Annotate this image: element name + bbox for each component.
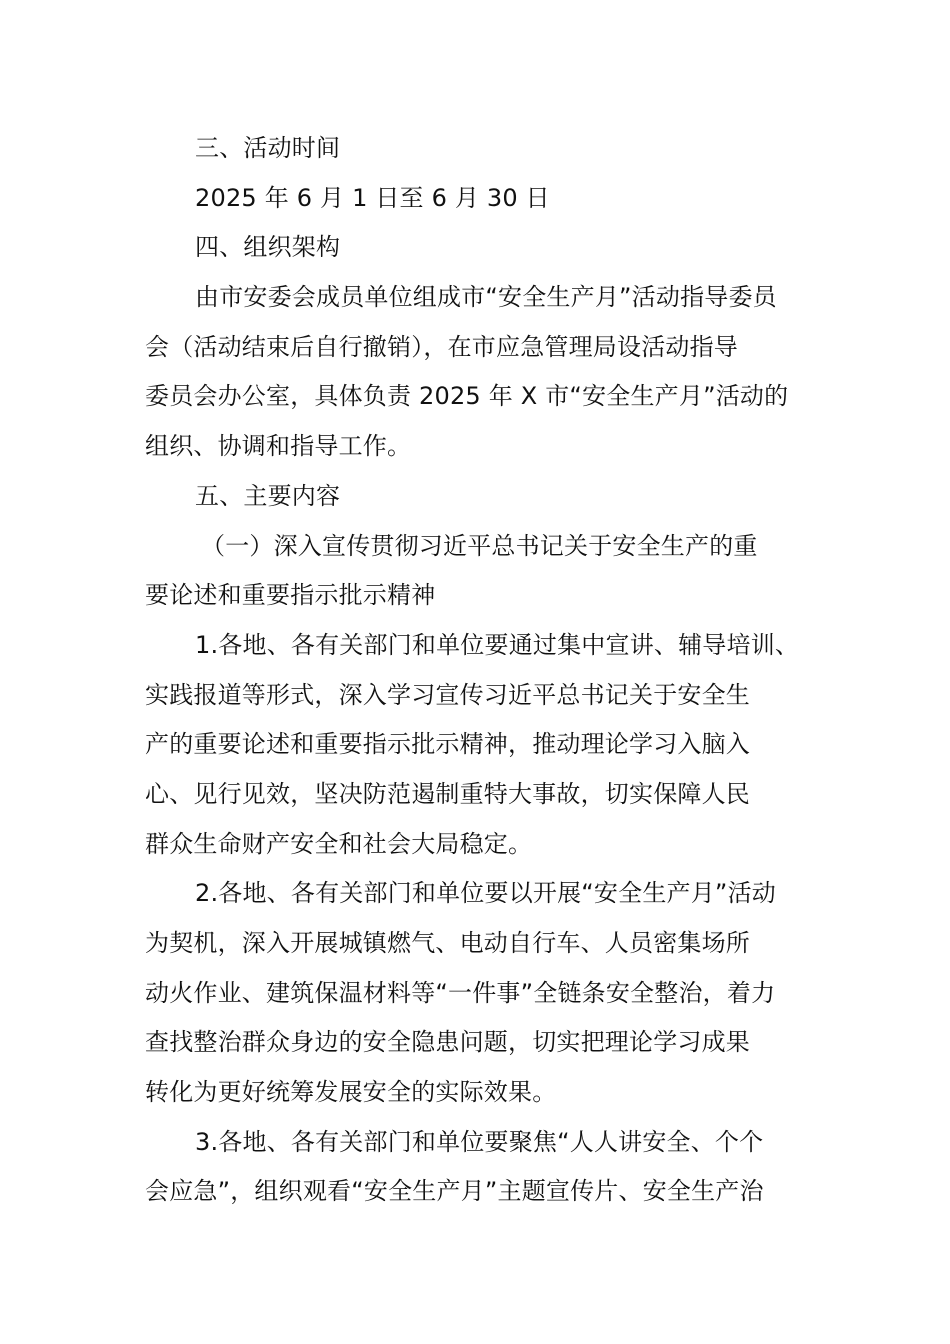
- text-line: 1.各地、各有关部门和单位要通过集中宣讲、辅导培训、: [195, 630, 800, 659]
- text-line: 要论述和重要指示批示精神: [145, 581, 436, 610]
- text-line: 由市安委会成员单位组成市“安全生产月”活动指导委员: [195, 283, 777, 312]
- document-body: [145, 124, 815, 1217]
- text-line: 组织、协调和指导工作。: [145, 432, 412, 461]
- text-line: 为契机，深入开展城镇燃气、电动自行车、人员密集场所: [145, 929, 750, 957]
- text-line: 五、主要内容: [195, 481, 341, 510]
- text-line: （一）深入宣传贯彻习近平总书记关于安全生产的重: [201, 531, 758, 560]
- text-line: 产的重要论述和重要指示批示精神，推动理论学习入脑入: [145, 730, 750, 759]
- text-line: 查找整治群众身边的安全隐患问题，切实把理论学习成果: [145, 1028, 750, 1057]
- text-line: 三、活动时间: [195, 134, 341, 162]
- text-line: 实践报道等形式，深入学习宣传习近平总书记关于安全生: [145, 680, 750, 709]
- text-line: 会（活动结束后自行撤销），在市应急管理局设活动指导: [145, 332, 738, 361]
- text-line: 心、见行见效，坚决防范遏制重特大事故，切实保障人民: [145, 779, 750, 808]
- text-line: 委员会办公室，具体负责 2025 年 X 市“安全生产月”活动的: [145, 382, 789, 411]
- text-line: 2025 年 6 月 1 日至 6 月 30 日: [195, 183, 550, 212]
- text-line: 动火作业、建筑保温材料等“一件事”全链条安全整治，着力: [145, 978, 776, 1007]
- text-line: 四、组织架构: [195, 233, 341, 262]
- text-line: 群众生命财产安全和社会大局稳定。: [145, 829, 533, 858]
- text-line: 3.各地、各有关部门和单位要聚焦“人人讲安全、个个: [195, 1127, 764, 1156]
- text-line: 2.各地、各有关部门和单位要以开展“安全生产月”活动: [195, 879, 776, 908]
- text-line: 会应急”，组织观看“安全生产月”主题宣传片、安全生产治: [145, 1177, 764, 1206]
- text-line: 转化为更好统筹发展安全的实际效果。: [145, 1078, 557, 1107]
